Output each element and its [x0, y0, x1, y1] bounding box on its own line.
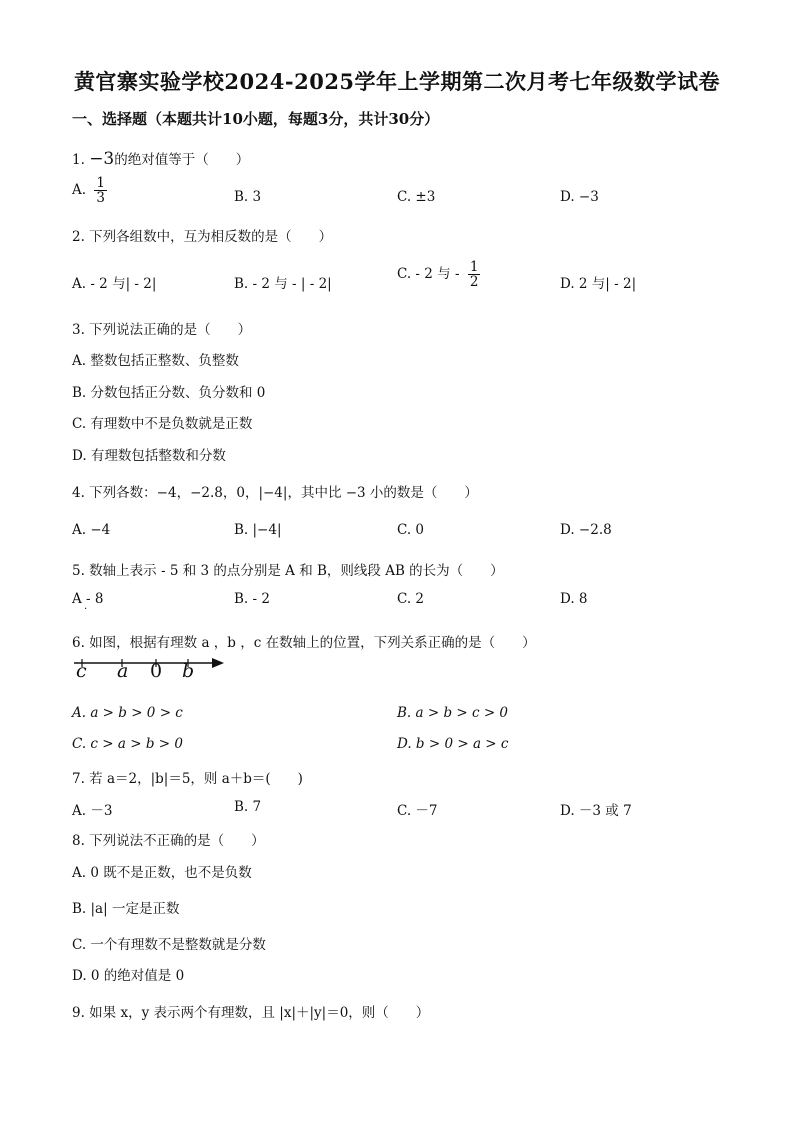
- q3-option-c: C. 有理数中不是负数就是正数: [72, 416, 253, 432]
- q5-option-d: D. 8: [560, 591, 588, 607]
- q5-option-c: C. 2: [397, 591, 425, 607]
- q1-option-d: D. −3: [560, 189, 599, 205]
- question-5: 5. 数轴上表示 - 5 和 3 的点分别是 A 和 B，则线段 AB 的长为（ ）: [72, 563, 504, 579]
- q5-option-b: B. - 2: [234, 591, 270, 607]
- question-1: [72, 148, 249, 169]
- exam-title: 黄官寨实验学校2024-2025学年上学期第二次月考七年级数学试卷: [73, 69, 721, 94]
- question-8: 8. 下列说法不正确的是（ ）: [72, 833, 265, 849]
- q5-option-a: A - 8: [72, 591, 104, 607]
- q2-c-num: 1: [469, 259, 479, 275]
- q2-option-b: B. - 2 与 - | - 2|: [234, 276, 332, 292]
- q1-option-a: [72, 176, 107, 205]
- q7-option-c: C. －7: [397, 803, 438, 819]
- question-3: 3. 下列说法正确的是（ ）: [72, 322, 252, 338]
- q1-a-den: 3: [96, 190, 105, 207]
- q2-option-c: [397, 260, 480, 289]
- q6-option-d: D. b > 0 > a > c: [397, 736, 509, 752]
- q1-text: 的绝对值等于（ ）: [114, 152, 250, 168]
- q3-option-b: B. 分数包括正分数、负分数和 0: [72, 385, 266, 401]
- q7-option-d: D. －3 或 7: [560, 803, 632, 819]
- q1-a-label: A.: [72, 182, 87, 199]
- q7-option-b: B. 7: [234, 799, 262, 815]
- number-line-figure: [72, 656, 232, 688]
- question-7: 7. 若 a＝2，|b|＝5，则 a＋b＝( ): [72, 771, 303, 787]
- q1-math: −3: [89, 149, 115, 169]
- question-9: 9. 如果 x，y 表示两个有理数，且 |x|＋|y|＝0，则（ ）: [72, 1005, 430, 1021]
- q1-option-b: B. 3: [234, 189, 262, 205]
- q4-option-b: B. |−4|: [234, 522, 282, 538]
- number-line-label-zero: 0: [150, 660, 163, 682]
- q6-option-b: B. a > b > c > 0: [397, 705, 509, 721]
- q4-option-d: D. −2.8: [560, 522, 612, 538]
- q1-a-fraction: [94, 176, 107, 205]
- section-heading: 一、选择题（本题共计10小题，每题3分，共计30分）: [72, 110, 440, 128]
- q4-option-a: A. −4: [72, 522, 111, 538]
- q2-c-fraction: [468, 260, 481, 289]
- q8-option-a: A. 0 既不是正数，也不是负数: [72, 865, 252, 881]
- q1-number: 1.: [72, 152, 85, 168]
- number-line-label-c: c: [76, 660, 87, 682]
- q8-option-c: C. 一个有理数不是整数就是分数: [72, 937, 266, 953]
- question-2: 2. 下列各组数中，互为相反数的是（ ）: [72, 229, 333, 245]
- q1-option-c: C. ±3: [397, 189, 436, 205]
- q2-option-a: A. - 2 与| - 2|: [72, 276, 157, 292]
- question-6: 6. 如图，根据有理数 a ，b ，c 在数轴上的位置，下列关系正确的是（ ）: [72, 635, 536, 651]
- number-line-label-b: b: [182, 660, 195, 682]
- q8-option-d: D. 0 的绝对值是 0: [72, 968, 185, 984]
- q6-option-a: A. a > b > 0 > c: [72, 705, 183, 721]
- q2-c-den: 2: [469, 274, 479, 291]
- q5-stray-dot: ·: [84, 604, 88, 615]
- q7-option-a: A. －3: [72, 803, 113, 819]
- q3-option-d: D. 有理数包括整数和分数: [72, 448, 226, 464]
- q2-c-label: C. - 2 与 -: [397, 266, 460, 283]
- q2-option-d: D. 2 与| - 2|: [560, 276, 637, 292]
- q6-option-c: C. c > a > b > 0: [72, 736, 183, 752]
- question-4: 4. 下列各数：−4，−2.8，0，|−4|，其中比 −3 小的数是（ ）: [72, 485, 478, 501]
- q4-option-c: C. 0: [397, 522, 425, 538]
- q3-option-a: A. 整数包括正整数、负整数: [72, 353, 239, 369]
- q8-option-b: B. |a| 一定是正数: [72, 901, 180, 917]
- number-line-label-a: a: [117, 660, 129, 682]
- q1-a-num: 1: [96, 175, 105, 191]
